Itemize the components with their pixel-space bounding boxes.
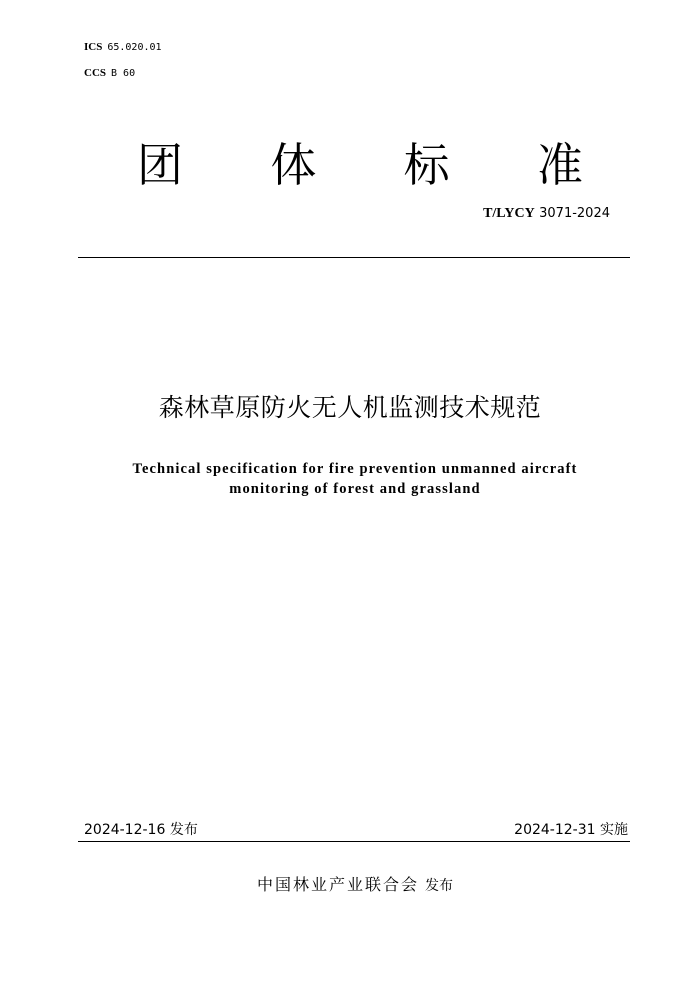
publish-date-label: 发布 <box>169 822 198 838</box>
standard-number-value: 3071-2024 <box>539 206 610 221</box>
ccs-value: B 60 <box>111 68 136 79</box>
ccs-code <box>84 66 135 81</box>
doc-type-char: 标 <box>403 138 450 192</box>
publish-date <box>84 820 198 840</box>
doc-type-char: 体 <box>270 138 317 192</box>
standard-number-prefix: T/LYCY <box>483 206 535 221</box>
implement-date-label: 实施 <box>600 822 628 838</box>
publish-date-value: 2024-12-16 <box>84 822 166 838</box>
doc-type-char: 准 <box>536 138 583 192</box>
publisher-organization: 中国林业产业联合会 <box>256 875 419 894</box>
ics-label: ICS <box>84 41 103 53</box>
english-title <box>0 459 700 499</box>
english-title-line: monitoring of forest and grassland <box>229 481 481 497</box>
ics-value: 65.020.01 <box>107 42 162 53</box>
footer-divider <box>78 841 630 842</box>
header-divider <box>78 257 630 258</box>
chinese-title: 森林草原防火无人机监测技术规范 <box>158 393 542 422</box>
doc-type-char: 团 <box>137 138 183 192</box>
ics-code <box>84 40 162 55</box>
implement-date-value: 2024-12-31 <box>514 822 596 838</box>
standard-number <box>483 204 610 223</box>
ccs-label: CCS <box>84 67 107 79</box>
document-type-heading <box>130 135 590 195</box>
english-title-line: Technical specification for fire prevention unmanned aircraft <box>132 461 578 477</box>
publisher-line <box>0 874 700 897</box>
implement-date <box>514 820 628 840</box>
publisher-action: 发布 <box>425 878 453 894</box>
